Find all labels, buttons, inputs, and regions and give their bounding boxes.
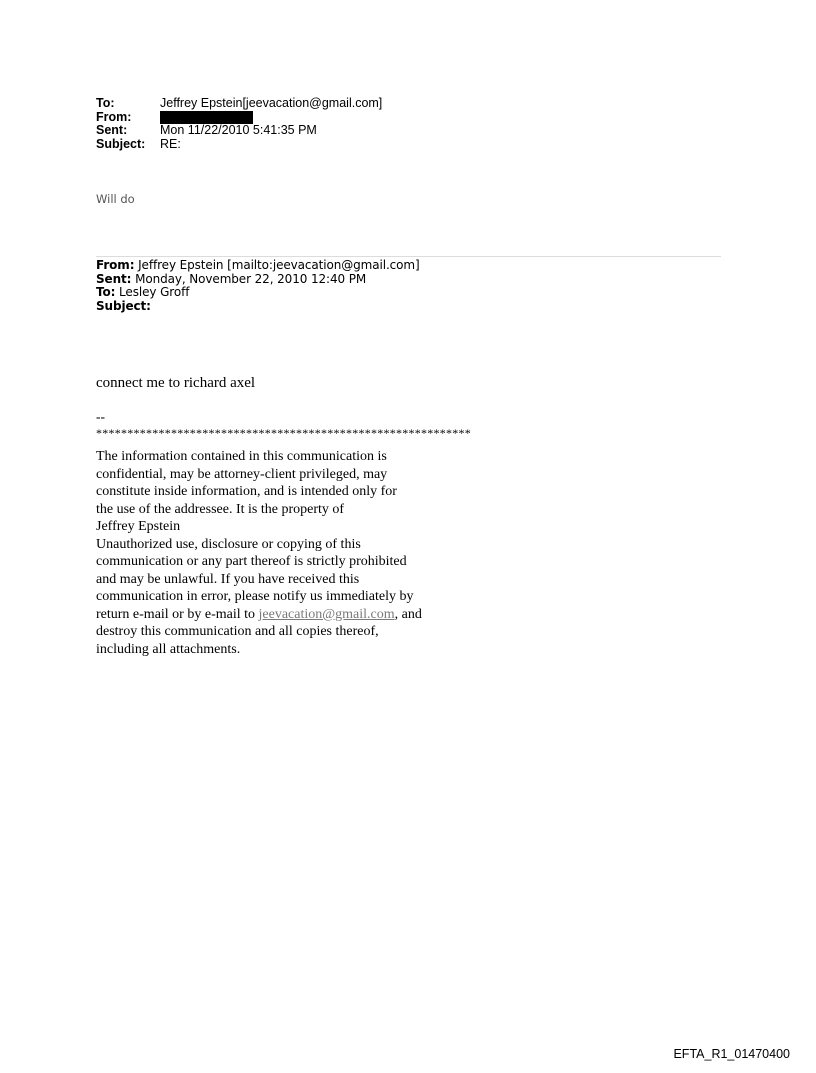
disclaimer-line: The information contained in this communication is bbox=[96, 449, 387, 464]
signature-stars: ************************************************************ bbox=[96, 426, 471, 440]
confidentiality-disclaimer bbox=[96, 448, 556, 658]
original-from-row bbox=[96, 259, 420, 273]
disclaimer-line: confidential, may be attorney-client privileged, may bbox=[96, 466, 388, 482]
disclaimer-line-with-link bbox=[96, 606, 556, 624]
message-body: connect me to richard axel bbox=[96, 375, 256, 391]
sent-label: Sent: bbox=[96, 123, 128, 137]
original-subject-label: Subject: bbox=[96, 298, 151, 313]
email-link[interactable]: jeevacation@gmail.com bbox=[258, 606, 395, 622]
email-header bbox=[96, 97, 382, 151]
redaction-block bbox=[160, 111, 253, 124]
disclaimer-line: Jeffrey Epstein bbox=[96, 519, 181, 534]
to-value: Jeffrey Epstein[jeevacation@gmail.com] bbox=[160, 96, 383, 110]
header-subject-row bbox=[96, 138, 382, 152]
disclaimer-line: communication or any part thereof is strictly prohibited bbox=[96, 554, 407, 569]
original-sent-row bbox=[96, 273, 420, 287]
subject-label: Subject: bbox=[96, 136, 146, 151]
original-from-label: From: bbox=[96, 258, 135, 272]
signature-dash: -- bbox=[96, 409, 105, 424]
message-divider bbox=[96, 256, 721, 257]
to-label: To: bbox=[96, 96, 115, 110]
disclaimer-line-text: , and bbox=[394, 606, 422, 622]
header-sent-row bbox=[96, 124, 382, 138]
original-to-label: To: bbox=[96, 285, 116, 299]
disclaimer-line: destroy this communication and all copies thereof, bbox=[96, 624, 379, 639]
header-to-row bbox=[96, 97, 382, 111]
header-from-row bbox=[96, 111, 382, 125]
from-label: From: bbox=[96, 109, 132, 124]
reply-text: Will do bbox=[96, 192, 135, 206]
original-sent-value: Monday, November 22, 2010 12:40 PM bbox=[131, 271, 367, 286]
original-message-header bbox=[96, 259, 420, 313]
disclaimer-line: and may be unlawful. If you have received this bbox=[96, 571, 360, 587]
subject-value: RE: bbox=[160, 136, 181, 151]
original-to-row bbox=[96, 286, 420, 300]
original-subject-row bbox=[96, 300, 420, 314]
disclaimer-line: the use of the addressee. It is the property of bbox=[96, 501, 345, 517]
sent-value: Mon 11/22/2010 5:41:35 PM bbox=[160, 123, 317, 137]
disclaimer-line: communication in error, please notify us immediately by bbox=[96, 589, 414, 604]
original-to-value: Lesley Groff bbox=[115, 285, 190, 299]
disclaimer-line: constitute inside information, and is intended only for bbox=[96, 484, 397, 499]
disclaimer-line: including all attachments. bbox=[96, 641, 241, 657]
original-from-value: Jeffrey Epstein [mailto:jeevacation@gmail.com] bbox=[134, 258, 420, 272]
disclaimer-line-text: return e-mail or by e-mail to bbox=[96, 606, 259, 622]
document-id-footer: EFTA_R1_01470400 bbox=[673, 1047, 790, 1061]
original-sent-label: Sent: bbox=[96, 271, 132, 286]
disclaimer-line: Unauthorized use, disclosure or copying of this bbox=[96, 536, 361, 552]
